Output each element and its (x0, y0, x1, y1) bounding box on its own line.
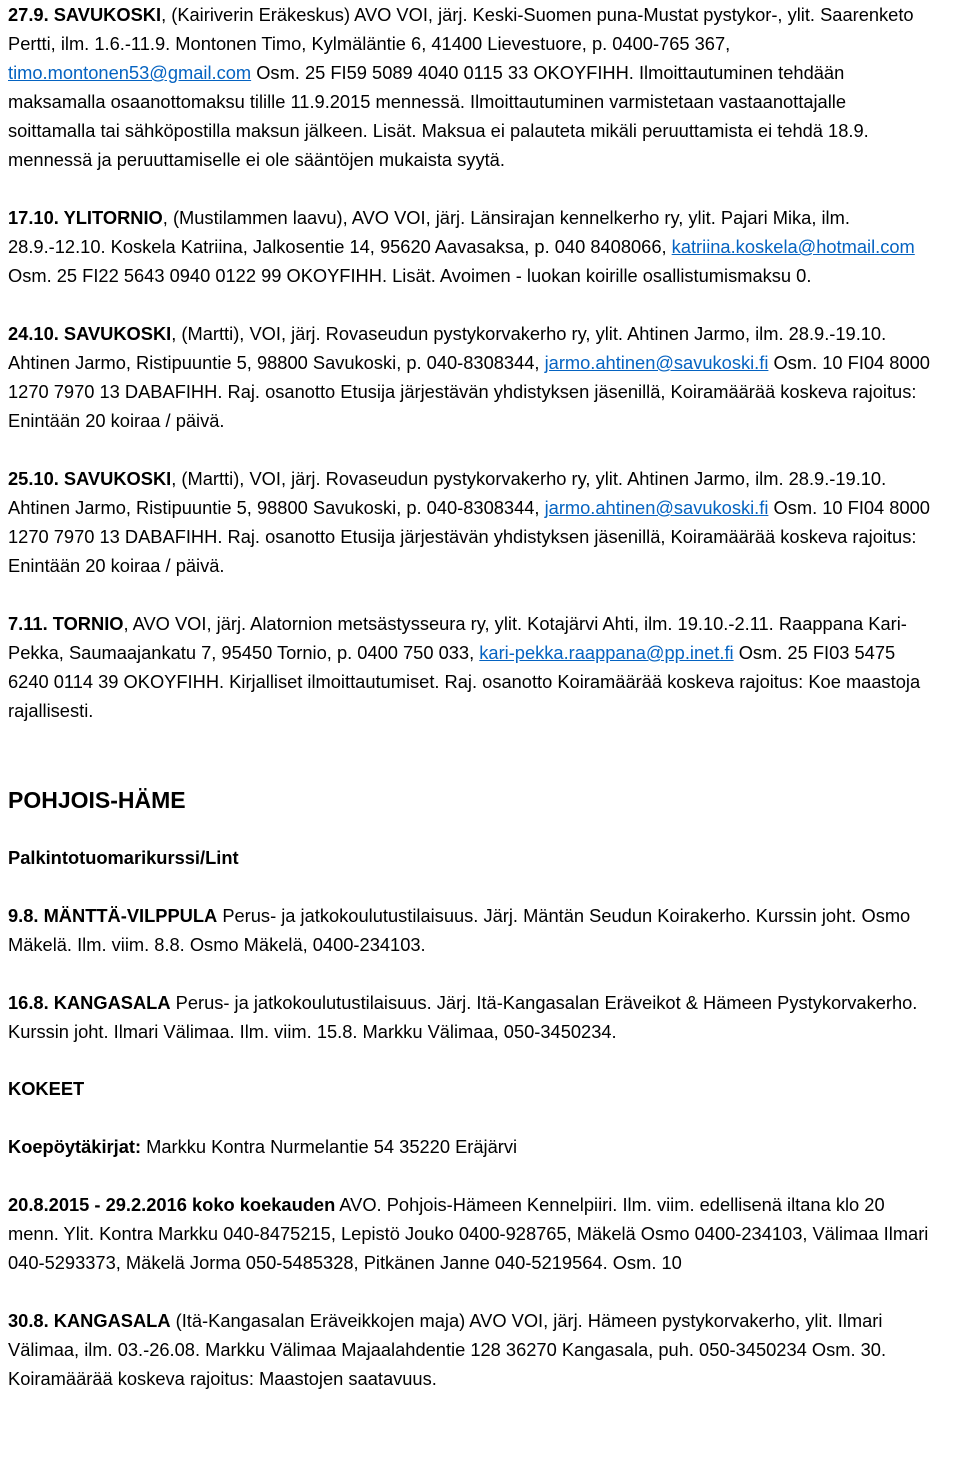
event-entry-27-9-savukoski (8, 0, 938, 174)
event-details: , (Mustilammen laavu), AVO VOI, järj. Länsirajan kennelkerho ry, ylit. Pajari Mika, ilm. 28.9.-12.10. Koskela Katriina, Jalkosentie 14, 95620 Aavasaksa, p. 040 8408066, (8, 207, 850, 257)
event-details-cont: Osm. 25 FI22 5643 0940 0122 99 OKOYFIHH. Lisät. Avoimen - luokan koirille osallistumismaksu 0. (8, 265, 812, 286)
event-date-place: 25.10. SAVUKOSKI (8, 468, 172, 489)
event-entry-7-11-tornio (8, 609, 938, 725)
course-subheading: Palkintotuomarikurssi/Lint (8, 847, 239, 868)
email-link[interactable]: katriina.koskela@hotmail.com (671, 236, 915, 257)
email-link[interactable]: timo.montonen53@gmail.com (8, 62, 252, 83)
course-details: Perus- ja jatkokoulutustilaisuus. Järj. Mäntän Seudun Koirakerho. Kurssin joht. Osmo Mäkelä. Ilm. viim. 8.8. Osmo Mäkelä, 0400-234103. (8, 905, 911, 955)
event-entry-25-10-savukoski (8, 464, 938, 580)
event-details-cont: Osm. 25 FI03 5475 6240 0114 39 OKOYFIHH. Kirjalliset ilmoittautumiset. Raj. osanotto Koiramäärää koskeva rajoitus: Koe maastoja rajallisesti. (8, 642, 921, 721)
koepoytakirjat-line (8, 1132, 938, 1161)
event-details-cont: Osm. 10 FI04 8000 1270 7970 13 DABAFIHH. Raj. osanotto Etusija järjestävän yhdistyksen jäsenillä, Koiramäärää koskeva rajoitus: Enintään 20 koiraa / päivä. (8, 352, 930, 431)
event-entry-24-10-savukoski (8, 319, 938, 435)
event-date-place: 17.10. YLITORNIO (8, 207, 163, 228)
course-date-place: 16.8. KANGASALA (8, 992, 171, 1013)
email-link[interactable]: jarmo.ahtinen@savukoski.fi (544, 352, 769, 373)
section-heading: POHJOIS-HÄME (8, 787, 186, 813)
event-details: , (Kairiverin Eräkeskus) AVO VOI, järj. Keski-Suomen puna-Mustat pystykor-, ylit. Saarenketo Pertti, ilm. 1.6.-11.9. Montonen Timo, Kylmäläntie 6, 41400 Lievestuore, p. 0400-765 367, (8, 4, 914, 54)
event-date-place: 24.10. SAVUKOSKI (8, 323, 172, 344)
koepoytakirjat-address: Markku Kontra Nurmelantie 54 35220 Eräjärvi (141, 1136, 518, 1157)
course-entry-16-8-kangasala (8, 988, 938, 1046)
event-date-place: 30.8. KANGASALA (8, 1310, 171, 1331)
event-details-cont: Osm. 25 FI59 5089 4040 0115 33 OKOYFIHH. Ilmoittautuminen tehdään maksamalla osaanottomaksu tilille 11.9.2015 mennessä. Ilmoittautuminen varmistetaan vastaanottajalle soittamalla tai sähköpostilla maksun jälkeen. Lisät. Maksua ei palauteta mikäli peruuttamista ei tehdä 18.9. mennessä ja peruuttamiselle ei ole sääntöjen mukaista syytä. (8, 62, 869, 170)
email-link[interactable]: jarmo.ahtinen@savukoski.fi (544, 497, 769, 518)
email-link[interactable]: kari-pekka.raappana@pp.inet.fi (479, 642, 734, 663)
event-entry-30-8-kangasala (8, 1306, 938, 1393)
event-details: AVO. Pohjois-Hämeen Kennelpiiri. Ilm. viim. edellisenä iltana klo 20 menn. Ylit. Kontra Markku 040-8475215, Lepistö Jouko 0400-928765, Mäkelä Osmo 0400-234103, Välimaa Ilmari 040-5293373, Mäkelä Jorma 050-5485328, Pitkänen Janne 040-5219564. Osm. 10 (8, 1194, 929, 1273)
event-entry-17-10-ylitornio (8, 203, 938, 290)
koepoytakirjat-label: Koepöytäkirjat: (8, 1136, 142, 1157)
course-entry-9-8-mantta-vilppula (8, 901, 938, 959)
event-details-cont: Osm. 10 FI04 8000 1270 7970 13 DABAFIHH. Raj. osanotto Etusija järjestävän yhdistyksen jäsenillä, Koiramäärää koskeva rajoitus: Enintään 20 koiraa / päivä. (8, 497, 930, 576)
event-date-place: 27.9. SAVUKOSKI (8, 4, 162, 25)
event-details: , (Martti), VOI, järj. Rovaseudun pystykorvakerho ry, ylit. Ahtinen Jarmo, ilm. 28.9.-19.10. Ahtinen Jarmo, Ristipuuntie 5, 98800 Savukoski, p. 040-8308344, (8, 468, 887, 518)
course-details: Perus- ja jatkokoulutustilaisuus. Järj. Itä-Kangasalan Eräveikot & Hämeen Pystykorvakerho. Kurssin joht. Ilmari Välimaa. Ilm. viim. 15.8. Markku Välimaa, 050-3450234. (8, 992, 918, 1042)
event-details: (Itä-Kangasalan Eräveikkojen maja) AVO VOI, järj. Hämeen pystykorvakerho, ylit. Ilmari Välimaa, ilm. 03.-26.08. Markku Välimaa Majaalahdentie 128 36270 Kangasala, puh. 050-3450234 Osm. 30. Koiramäärää koskeva rajoitus: Maastojen saatavuus. (8, 1310, 887, 1389)
event-details: , (Martti), VOI, järj. Rovaseudun pystykorvakerho ry, ylit. Ahtinen Jarmo, ilm. 28.9.-19.10. Ahtinen Jarmo, Ristipuuntie 5, 98800 Savukoski, p. 040-8308344, (8, 323, 887, 373)
event-details: , AVO VOI, järj. Alatornion metsästysseura ry, ylit. Kotajärvi Ahti, ilm. 19.10.-2.11. Raappana Kari-Pekka, Saumaajankatu 7, 95450 Tornio, p. 0400 750 033, (8, 613, 907, 663)
event-date-place: 20.8.2015 - 29.2.2016 koko koekauden (8, 1194, 336, 1215)
event-date-place: 7.11. TORNIO (8, 613, 124, 634)
kokeet-heading: KOKEET (8, 1078, 85, 1099)
course-date-place: 9.8. MÄNTTÄ-VILPPULA (8, 905, 218, 926)
event-entry-koko-koekausi (8, 1190, 938, 1277)
